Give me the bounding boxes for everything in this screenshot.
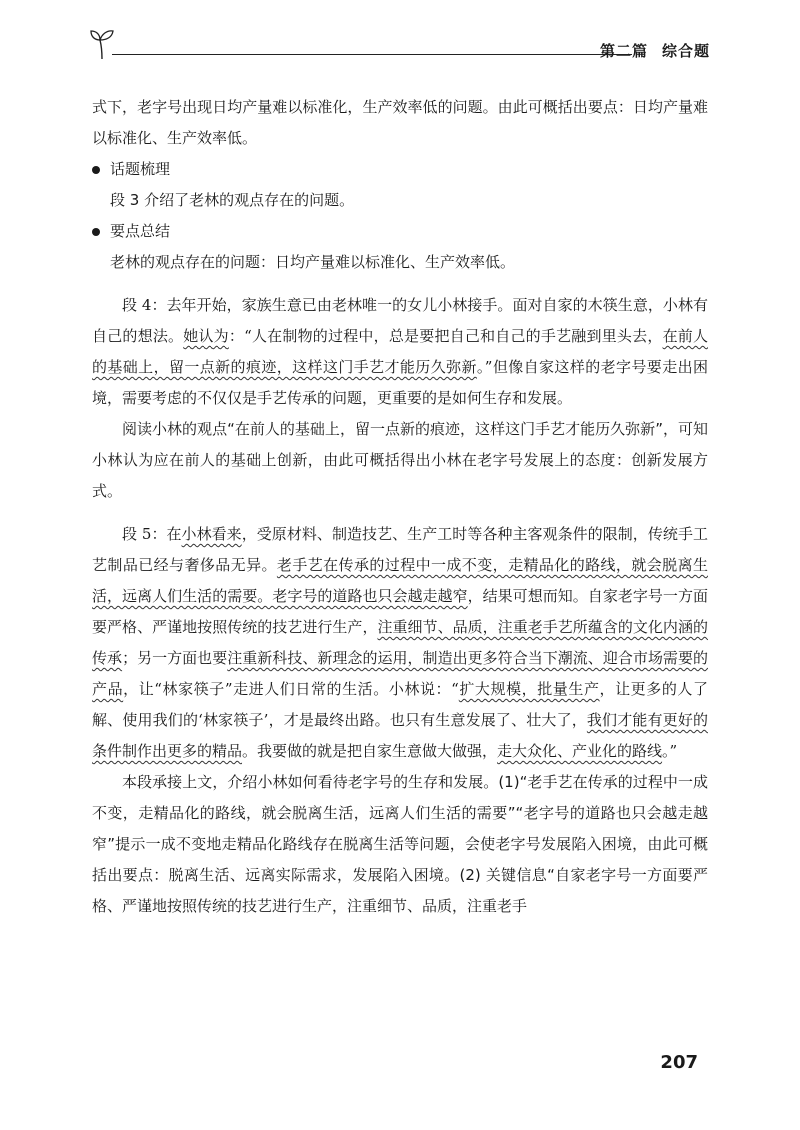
header-title	[586, 40, 710, 61]
analysis-paragraph-5: 本段承接上文，介绍小林如何看待老字号的生存和发展。(1)“老手艺在传承的过程中一成不变，走精品化的路线，就会脱离生活，远离人们生活的需要”“老字号的道路也只会越走越窄”提示一成不变地走精品化路线存在脱离生活等问题，会使老字号发展陷入困境，由此可概括出要点：脱离生活、远离实际需求，发展陷入困境。(2) 关键信息“自家老字号一方面要严格、严谨地按照传统的技艺进行生产，注重细节、品质，注重老手	[92, 773, 708, 915]
underlined-text: 在前人的基础上，留一点新的痕迹，这样这门手艺才能历久弥新	[92, 327, 708, 376]
bullet-topic-body: 段 3 介绍了老林的观点存在的问题。	[110, 191, 355, 209]
underlined-text: 她认为	[183, 327, 229, 345]
bullet-summary-body: 老林的观点存在的问题：日均产量难以标准化、生产效率低。	[110, 253, 516, 271]
bullet-topic	[92, 154, 708, 185]
passage-text: ，让“林家筷子”走进人们日常的生活。小林说：“	[123, 680, 459, 698]
passage-text: 。”	[662, 742, 678, 760]
underlined-text: 老手艺在传承的过程中一成不变，走精品化的路线，就会脱离生活，远离人们生活的需要。老字号的道路也只会越走越窄	[92, 556, 708, 605]
passage-text: 。我要做的就是把自家生意做大做强，	[242, 742, 498, 760]
bullet-dot-icon	[92, 166, 100, 174]
bullet-dot-icon	[92, 228, 100, 236]
bullet-summary	[92, 216, 708, 247]
passage-text: ，受原材料、制造技艺、生产工时等各种主客观条件的限制，传统手工艺制品已经与奢侈品无异。	[92, 525, 708, 574]
page-body	[92, 92, 708, 922]
underlined-text: 扩大规模，批量生产	[458, 680, 600, 698]
page-number: 207	[660, 1052, 698, 1073]
passage-text: 。”但像自家这样的老字号要走出困境，需要考虑的不仅仅是手艺传承的问题，更重要的是如何生存和发展。	[92, 358, 708, 407]
paragraph-continuation: 式下，老字号出现日均产量难以标准化，生产效率低的问题。由此可概括出要点：日均产量难以标准化、生产效率低。	[92, 98, 708, 147]
passage-text: 段 4：去年开始，家族生意已由老林唯一的女儿小林接手。面对自家的木筷生意，小林有自己的想法。	[92, 296, 708, 345]
header-part: 第二篇	[599, 42, 648, 60]
underlined-text: 小林看来	[181, 525, 242, 543]
sprout-icon	[90, 26, 114, 60]
bullet-summary-title: 要点总结	[110, 222, 171, 240]
underlined-text: 我们才能有更好的条件制作出更多的精品	[92, 711, 708, 760]
passage-text: ；另一方面也要	[122, 649, 228, 667]
bullet-topic-title: 话题梳理	[110, 160, 171, 178]
passage-text: ，结果可想而知。自家老字号一方面要严格、严谨地按照传统的技艺进行生产，	[92, 587, 708, 636]
underlined-text: 注重细节、品质，注重老手艺所蕴含的文化内涵的传承	[92, 618, 708, 667]
analysis-paragraph-4: 阅读小林的观点“在前人的基础上，留一点新的痕迹，这样这门手艺才能历久弥新”，可知小林认为应在前人的基础上创新，由此可概括得出小林在老字号发展上的态度：创新发展方式。	[92, 420, 708, 500]
header-section: 综合题	[661, 42, 710, 60]
passage-paragraph-5	[92, 519, 708, 767]
header-rule	[112, 54, 632, 55]
page-header	[90, 26, 710, 66]
passage-text: 段 5：在	[122, 525, 182, 543]
passage-text: ：“人在制物的过程中，总是要把自己和自己的手艺融到里头去，	[228, 327, 663, 345]
underlined-text: 走大众化、产业化的路线	[497, 742, 663, 760]
underlined-text: 注重新科技、新理念的运用，制造出更多符合当下潮流、迎合市场需要的产品	[92, 649, 708, 698]
passage-text: ，让更多的人了解、使用我们的‘林家筷子’，才是最终出路。也只有生意发展了、壮大了，	[92, 680, 708, 729]
passage-paragraph-4	[92, 290, 708, 414]
